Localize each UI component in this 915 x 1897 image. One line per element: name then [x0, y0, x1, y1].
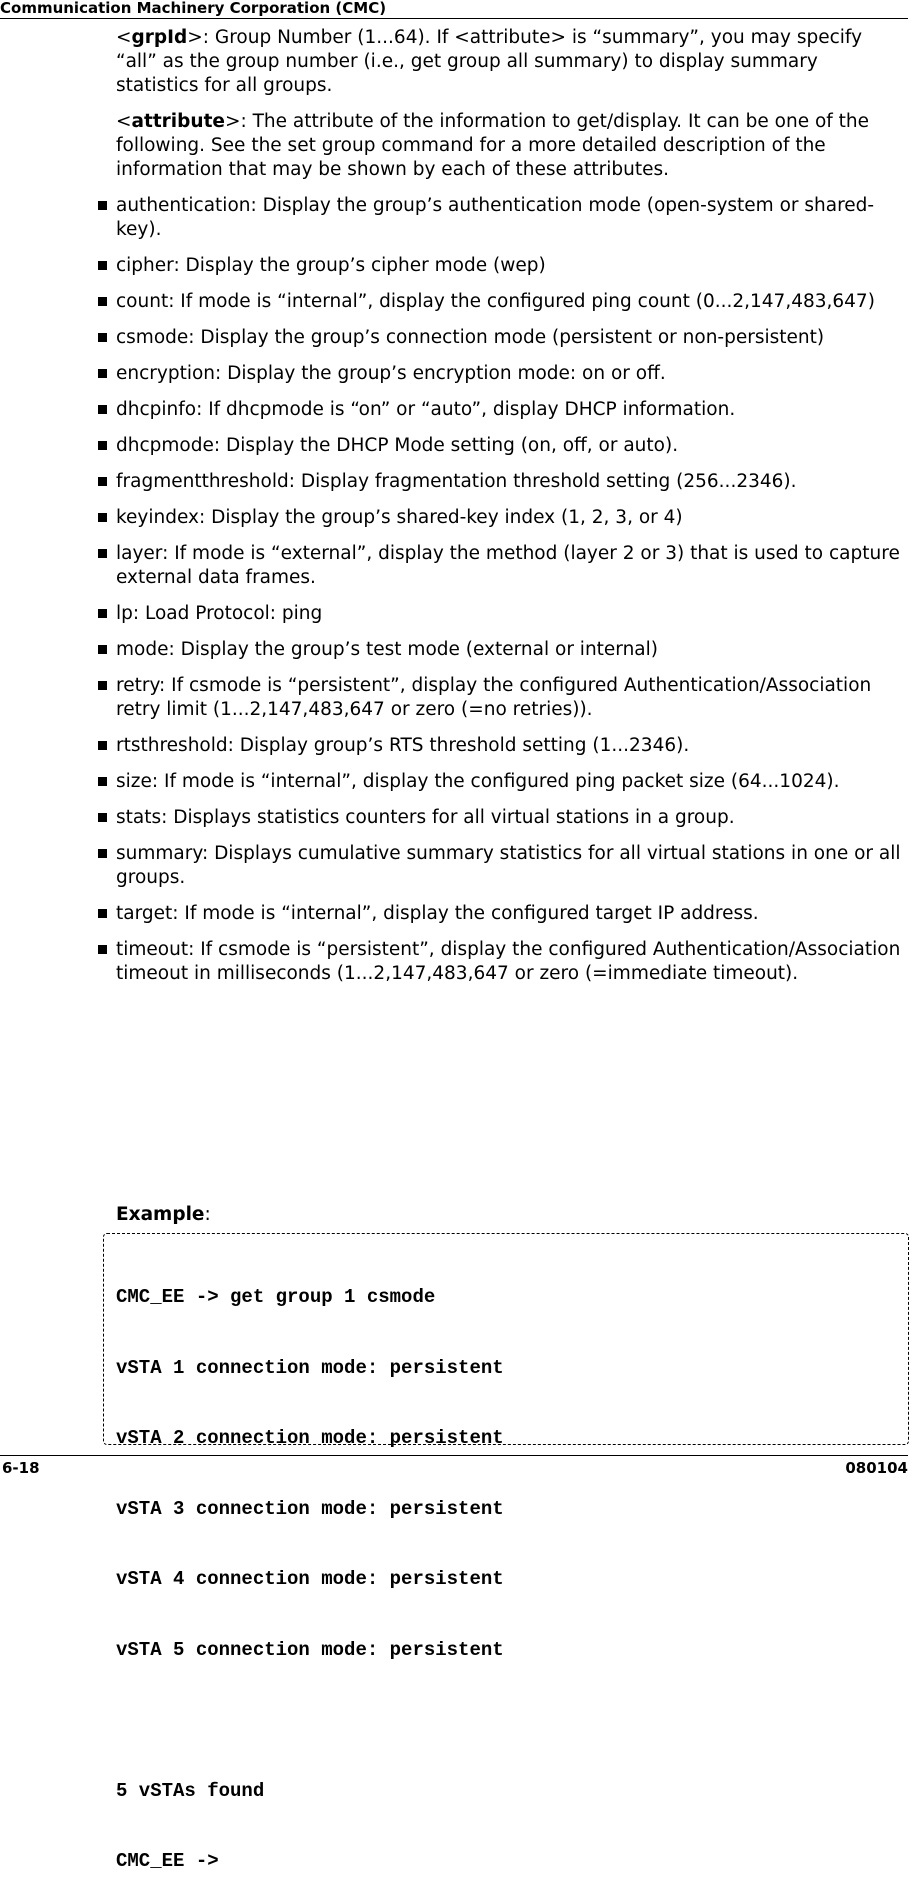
square-bullet-icon	[98, 777, 107, 786]
square-bullet-icon	[98, 477, 107, 486]
header-title: Communication Machinery Corporation (CMC)	[0, 0, 387, 17]
list-item	[116, 506, 906, 530]
square-bullet-icon	[98, 261, 107, 270]
code-line: 5 vSTAs found	[116, 1779, 265, 1802]
list-item-text: keyindex: Display the group’s shared-key index (1, 2, 3, or 4)	[116, 507, 683, 528]
list-item	[116, 602, 906, 626]
list-item	[116, 734, 906, 758]
list-item-text: cipher: Display the group’s cipher mode (wep)	[116, 255, 546, 276]
square-bullet-icon	[98, 369, 107, 378]
square-bullet-icon	[98, 681, 107, 690]
param-grpid-text: : Group Number (1...64). If <attribute> is “summary”, you may specify “all” as the group number (i.e., get group all summary) to display summary statistics for all groups.	[116, 27, 863, 96]
list-item-text: timeout: If csmode is “persistent”, display the configured Authentication/Association timeout in milliseconds (1...2,147,483,647 or zero (=immediate timeout).	[116, 939, 901, 984]
code-line: vSTA 4 connection mode: persistent	[116, 1568, 504, 1590]
square-bullet-icon	[98, 813, 107, 822]
attribute-list	[116, 194, 906, 986]
param-attribute-close: >	[224, 111, 241, 132]
list-item-text: rtsthreshold: Display group’s RTS threshold setting (1...2346).	[116, 735, 690, 756]
list-item	[116, 434, 906, 458]
param-attribute-name: attribute	[131, 111, 225, 132]
list-item	[116, 254, 906, 278]
param-attribute	[116, 110, 906, 182]
square-bullet-icon	[98, 645, 107, 654]
square-bullet-icon	[98, 513, 107, 522]
list-item-text: size: If mode is “internal”, display the configured ping packet size (64...1024).	[116, 771, 840, 792]
square-bullet-icon	[98, 405, 107, 414]
list-item	[116, 326, 906, 350]
example-heading	[116, 1203, 211, 1227]
page-footer	[0, 1455, 908, 1477]
list-item	[116, 770, 906, 794]
square-bullet-icon	[98, 549, 107, 558]
code-line: vSTA 5 connection mode: persistent	[116, 1638, 504, 1661]
list-item	[116, 638, 906, 662]
list-item	[116, 938, 906, 986]
param-grpid-name: grpId	[131, 27, 188, 48]
param-attribute-text: : The attribute of the information to get/display. It can be one of the following. See the set group command for a more detailed description of the information that may be shown by each of these attributes.	[116, 111, 870, 180]
list-item-text: fragmentthreshold: Display fragmentation threshold setting (256...2346).	[116, 471, 797, 492]
list-item-text: stats: Displays statistics counters for all virtual stations in a group.	[116, 807, 735, 828]
list-item	[116, 362, 906, 386]
square-bullet-icon	[98, 909, 107, 918]
param-grpid-close: >	[187, 27, 203, 48]
code-line: CMC_EE ->	[116, 1850, 219, 1872]
code-line	[116, 1709, 908, 1733]
doc-code: 080104	[845, 1459, 908, 1477]
param-attribute-open: <	[116, 111, 132, 132]
list-item	[116, 806, 906, 830]
list-item	[116, 542, 906, 590]
square-bullet-icon	[98, 333, 107, 342]
param-grpid-open: <	[116, 27, 132, 48]
square-bullet-icon	[98, 441, 107, 450]
list-item	[116, 902, 906, 926]
page-header	[0, 0, 908, 19]
square-bullet-icon	[98, 741, 107, 750]
code-line: vSTA 1 connection mode: persistent	[116, 1356, 504, 1379]
list-item	[116, 470, 906, 494]
code-line: vSTA 2 connection mode: persistent	[116, 1427, 504, 1449]
list-item-text: retry: If csmode is “persistent”, display the configured Authentication/Association retry limit (1...2,147,483,647 or zero (=no retries)).	[116, 675, 872, 720]
list-item-text: target: If mode is “internal”, display the configured target IP address.	[116, 903, 759, 924]
list-item-text: lp: Load Protocol: ping	[116, 603, 323, 624]
list-item	[116, 290, 906, 314]
square-bullet-icon	[98, 609, 107, 618]
code-line: vSTA 3 connection mode: persistent	[116, 1497, 504, 1520]
square-bullet-icon	[98, 849, 107, 858]
list-item-text: count: If mode is “internal”, display the configured ping count (0...2,147,483,647)	[116, 291, 875, 312]
list-item-text: csmode: Display the group’s connection mode (persistent or non-persistent)	[116, 327, 825, 348]
code-line: CMC_EE -> get group 1 csmode	[116, 1286, 436, 1308]
square-bullet-icon	[98, 297, 107, 306]
list-item-text: authentication: Display the group’s authentication mode (open-system or shared-key).	[116, 195, 875, 240]
list-item	[116, 398, 906, 422]
list-item-text: encryption: Display the group’s encryption mode: on or off.	[116, 363, 666, 384]
list-item	[116, 194, 906, 242]
list-item	[116, 842, 906, 890]
list-item-text: summary: Displays cumulative summary statistics for all virtual stations in one or all groups.	[116, 843, 901, 888]
page-number: 6-18	[2, 1459, 40, 1477]
main-content	[116, 26, 906, 998]
example-label: Example	[116, 1204, 205, 1225]
square-bullet-icon	[98, 945, 107, 954]
list-item-text: dhcpinfo: If dhcpmode is “on” or “auto”, display DHCP information.	[116, 399, 736, 420]
param-grpid	[116, 26, 906, 98]
square-bullet-icon	[98, 201, 107, 210]
list-item-text: dhcpmode: Display the DHCP Mode setting (on, off, or auto).	[116, 435, 679, 456]
example-colon: :	[204, 1204, 211, 1225]
list-item	[116, 674, 906, 722]
list-item-text: mode: Display the group’s test mode (external or internal)	[116, 639, 659, 660]
list-item-text: layer: If mode is “external”, display the method (layer 2 or 3) that is used to capture external data frames.	[116, 543, 900, 588]
